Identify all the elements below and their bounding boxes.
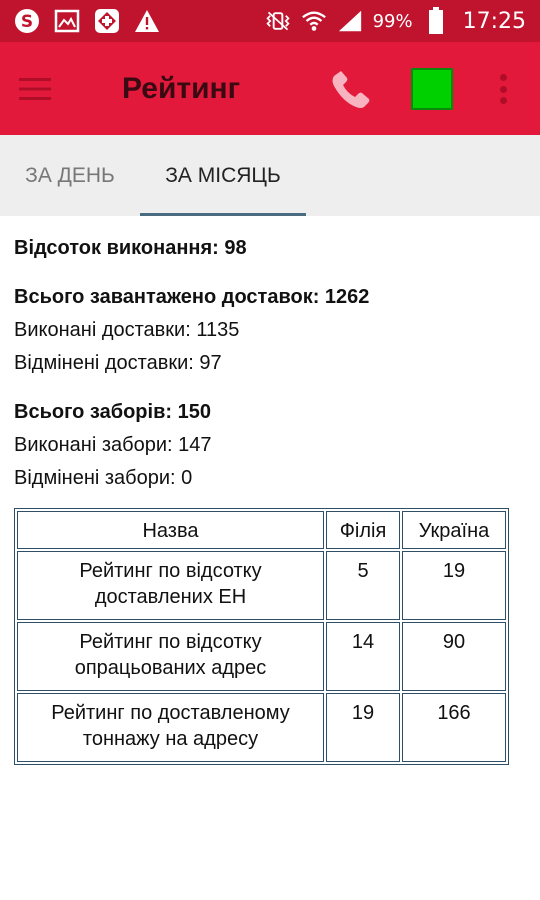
image-icon bbox=[54, 8, 80, 34]
menu-button[interactable] bbox=[0, 42, 70, 135]
more-options-button[interactable] bbox=[490, 68, 516, 110]
deliveries-cancelled: Відмінені доставки: 97 bbox=[14, 352, 222, 374]
menu-icon bbox=[19, 77, 51, 101]
pickups-cancelled: Відмінені забори: 0 bbox=[14, 467, 193, 489]
phone-icon bbox=[330, 68, 372, 110]
wifi-icon bbox=[301, 8, 327, 34]
summary-section bbox=[14, 232, 526, 495]
battery-icon bbox=[423, 8, 449, 34]
rating-name-line: опрацьованих адрес bbox=[74, 657, 267, 679]
completion-percent: Відсоток виконання: 98 bbox=[14, 237, 247, 259]
status-bar bbox=[0, 0, 540, 42]
rating-name-line: тоннажу на адресу bbox=[82, 728, 259, 750]
header-ukraine: Україна bbox=[402, 511, 506, 549]
skype-icon bbox=[14, 8, 40, 34]
warning-icon bbox=[134, 8, 160, 34]
rating-name-cell bbox=[17, 551, 324, 620]
more-icon bbox=[500, 74, 507, 81]
app-bar bbox=[0, 42, 540, 135]
table-row bbox=[17, 551, 506, 620]
ukraine-rank: 166 bbox=[402, 693, 506, 762]
branch-rank: 19 bbox=[326, 693, 400, 762]
clock: 17:25 bbox=[462, 8, 526, 34]
vibrate-icon bbox=[265, 8, 291, 34]
battery-percent: 99% bbox=[372, 10, 413, 32]
tab-day[interactable]: ЗА ДЕНЬ bbox=[25, 163, 115, 187]
rating-name-cell bbox=[17, 693, 324, 762]
rating-name-line: Рейтинг по відсотку bbox=[79, 631, 262, 653]
deliveries-total: Всього завантажено доставок: 1262 bbox=[14, 286, 370, 308]
tab-month[interactable]: ЗА МІСЯЦЬ bbox=[140, 135, 306, 216]
signal-icon bbox=[337, 8, 363, 34]
pickups-done: Виконані забори: 147 bbox=[14, 434, 212, 456]
table-row bbox=[17, 622, 506, 691]
status-indicator bbox=[411, 68, 453, 110]
deliveries-done: Виконані доставки: 1135 bbox=[14, 319, 240, 341]
app-icon bbox=[94, 8, 120, 34]
branch-rank: 5 bbox=[326, 551, 400, 620]
header-branch: Філія bbox=[326, 511, 400, 549]
ukraine-rank: 90 bbox=[402, 622, 506, 691]
rating-table bbox=[14, 508, 509, 765]
branch-rank: 14 bbox=[326, 622, 400, 691]
rating-name-line: Рейтинг по доставленому bbox=[51, 702, 290, 724]
tab-bar bbox=[0, 135, 540, 216]
ukraine-rank: 19 bbox=[402, 551, 506, 620]
pickups-total: Всього заборів: 150 bbox=[14, 401, 211, 423]
rating-name-line: Рейтинг по відсотку bbox=[79, 560, 262, 582]
rating-name-cell bbox=[17, 622, 324, 691]
table-header-row bbox=[17, 511, 506, 549]
page-title: Рейтинг bbox=[122, 71, 241, 105]
table-row bbox=[17, 693, 506, 762]
rating-name-line: доставлених ЕН bbox=[94, 586, 247, 608]
call-button[interactable] bbox=[326, 64, 376, 114]
svg-text:S: S bbox=[20, 12, 34, 32]
header-name: Назва bbox=[17, 511, 324, 549]
